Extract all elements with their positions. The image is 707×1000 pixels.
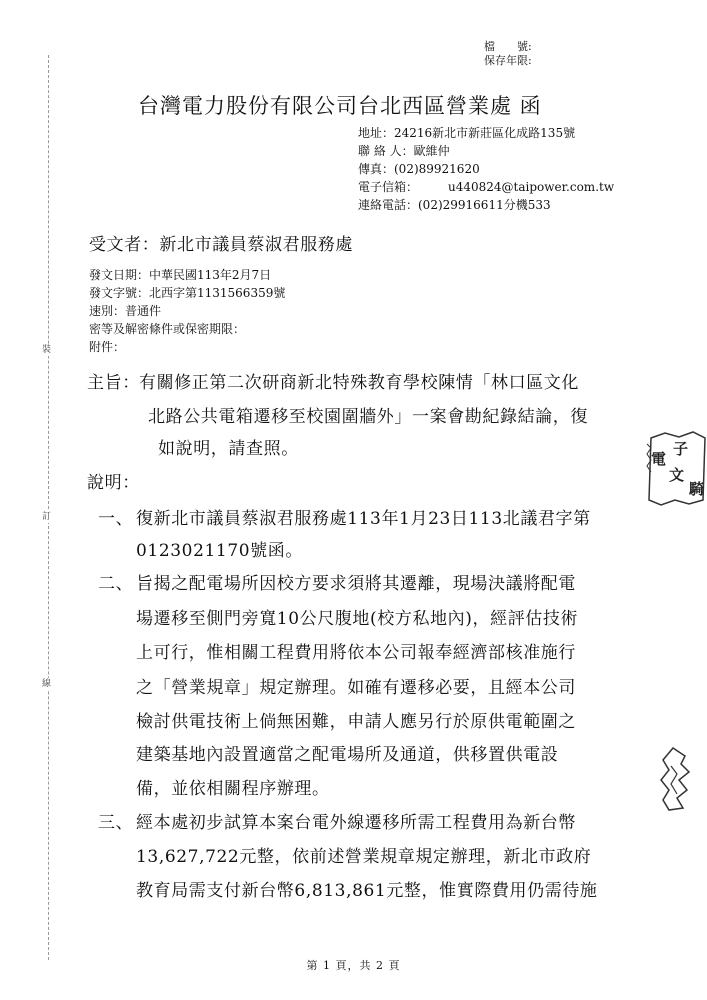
item-line: 經本處初步試算本案台電外線遷移所需工程費用為新台幣 bbox=[136, 813, 576, 833]
binding-char-bottom: 線 bbox=[42, 679, 52, 689]
binding-char-mid: 訂 bbox=[42, 512, 52, 522]
seal-char: 電 bbox=[651, 450, 667, 468]
subject-label: 主旨： bbox=[87, 373, 140, 393]
explanation-label: 說明： bbox=[87, 473, 140, 493]
seal-stamp bbox=[645, 430, 707, 506]
contact-person: 聯 絡 人：歐維仲 bbox=[358, 144, 450, 158]
item-number: 二、 bbox=[98, 574, 134, 594]
subject-line: 如說明，請查照。 bbox=[158, 439, 299, 459]
page-footer: 第 1 頁，共 2 頁 bbox=[306, 959, 401, 972]
contact-phone: 連絡電話：(02)29916611分機533 bbox=[358, 198, 551, 212]
issue-date: 發文日期：中華民國113年2月7日 bbox=[89, 268, 272, 282]
attachment: 附件： bbox=[89, 340, 126, 354]
item-line: 上可行，惟相關工程費用將依本公司報奉經濟部核准施行 bbox=[136, 643, 576, 663]
item-line: 備，並依相關程序辦理。 bbox=[136, 779, 330, 799]
recipient: 受文者：新北市議員蔡淑君服務處 bbox=[89, 235, 353, 255]
file-number-label: 檔 號: bbox=[484, 40, 532, 53]
binding-char-top: 裝 bbox=[42, 345, 52, 355]
item-line: 場遷移至側門旁寬10公尺腹地(校方私地內)，經評估技術 bbox=[136, 609, 579, 629]
item-line: 建築基地內設置適當之配電場所及通道，供移置供電設 bbox=[136, 745, 559, 765]
item-line: 旨揭之配電場所因校方要求須將其遷離，現場決議將配電 bbox=[136, 574, 576, 594]
document-title: 台灣電力股份有限公司台北西區營業處 函 bbox=[138, 94, 542, 118]
item-number: 一、 bbox=[98, 509, 134, 529]
item-line: 之「營業規章」規定辦理。如確有遷移必要，且經本公司 bbox=[136, 678, 576, 698]
seal-char: 文 bbox=[669, 466, 685, 484]
contact-email: 電子信箱： u440824@taipower.com.tw bbox=[358, 180, 615, 194]
issue-number: 發文字號：北西字第1131566359號 bbox=[89, 286, 286, 300]
item-line: 復新北市議員蔡淑君服務處113年1月23日113北議君字第 bbox=[136, 509, 591, 529]
subject-line: 有關修正第二次研商新北特殊教育學校陳情「林口區文化 bbox=[139, 373, 579, 393]
item-number: 三、 bbox=[98, 813, 134, 833]
paper-clip-icon bbox=[655, 744, 695, 814]
contact-address: 地址：24216新北市新莊區化成路135號 bbox=[358, 126, 576, 140]
urgency: 速別：普通件 bbox=[89, 304, 162, 318]
binding-margin-line bbox=[48, 55, 49, 960]
item-line: 0123021170號函。 bbox=[136, 541, 303, 561]
confidentiality: 密等及解密條件或保密期限： bbox=[89, 322, 246, 336]
retention-period-label: 保存年限: bbox=[484, 54, 532, 67]
seal-char: 騎 bbox=[689, 480, 705, 498]
subject-line: 北路公共電箱遷移至校園圍牆外」一案會勘紀錄結論，復 bbox=[148, 407, 588, 427]
contact-fax: 傳真：(02)89921620 bbox=[358, 162, 480, 176]
seal-char: 子 bbox=[673, 440, 689, 458]
item-line: 13,627,722元整，依前述營業規章規定辦理，新北市政府 bbox=[136, 847, 592, 867]
item-line: 檢討供電技術上倘無困難，申請人應另行於原供電範圍之 bbox=[136, 712, 576, 732]
item-line: 教育局需支付新台幣6,813,861元整，惟實際費用仍需待施 bbox=[136, 881, 598, 901]
